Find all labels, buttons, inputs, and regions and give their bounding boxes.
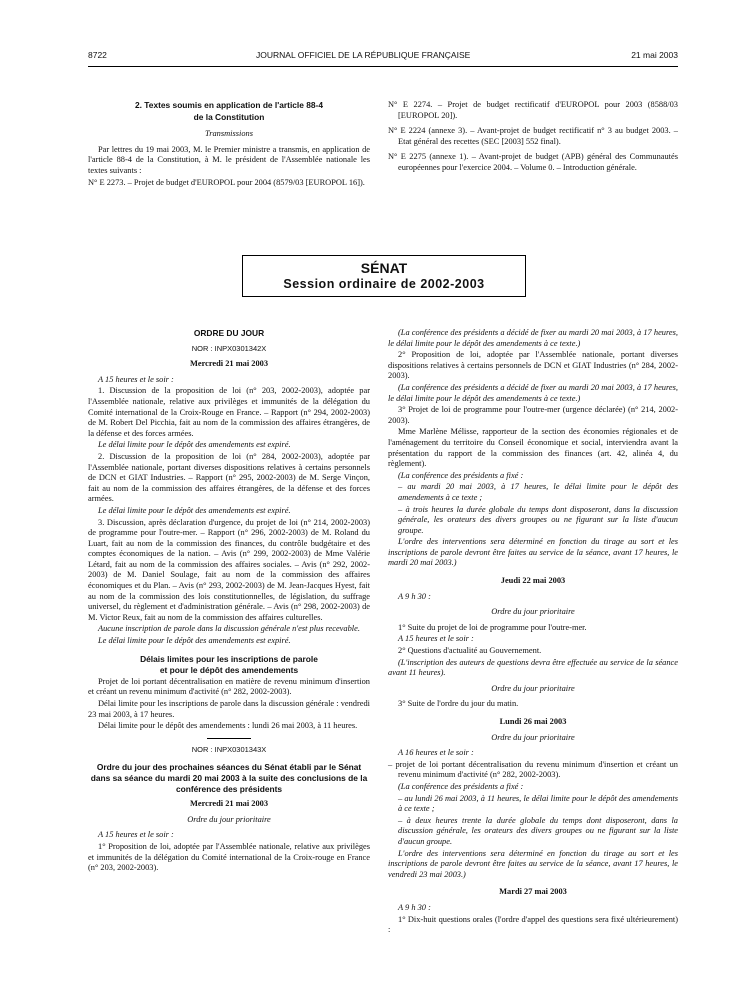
delais-heading-2: et pour le dépôt des amendements	[159, 665, 299, 676]
note: Aucune inscription de parole dans la discussion générale n'est plus recevable.	[98, 624, 360, 634]
ordre-du-jour-heading: ORDRE DU JOUR	[193, 328, 265, 338]
agenda-item: 1° Proposition de loi, adoptée par l'Assemblée nationale, relative aux privilèges et immunités de la délégation du Comité international de la Croix-rouge en France (n° 203, 2002-2003).	[88, 841, 370, 873]
transmissions-heading: Transmissions	[205, 129, 253, 139]
agenda-item: 3° Projet de loi de programme pour l'outre-mer (urgence déclarée) (n° 214, 2002-2003).	[388, 405, 678, 425]
time-label: A 9 h 30 :	[398, 591, 431, 601]
note: (L'inscription des auteurs de questions devra être effectuée au service de la séance avant 11 heures).	[388, 657, 678, 678]
delai-amendements: Délai limite pour le dépôt des amendements : lundi 26 mai 2003, à 11 heures.	[98, 721, 358, 731]
time-label: A 15 heures et le soir :	[398, 634, 474, 644]
prioritaire-label: Ordre du jour prioritaire	[491, 732, 575, 742]
journal-title: JOURNAL OFFICIEL DE LA RÉPUBLIQUE FRANÇAISE	[256, 50, 471, 60]
agenda-item: 1. Discussion de la proposition de loi (n° 203, 2002-2003), adoptée par l'Assemblée nationale, relative aux privilèges et immunités de la délégation du Comité international de la Croix-Rouge en France. – Rapport (n° 294, 2002-2003) de M. Robert Del Picchia, fait au nom de la commission des affaires étrangères, de la défense et des forces armées.	[88, 386, 370, 438]
agenda-item: – projet de loi portant décentralisation du revenu minimum d'insertion et créant un revenu minimum d'activité (n° 282, 2002-2003).	[388, 759, 678, 780]
text-item: N° E 2275 (annexe 1). – Avant-projet de budget (APB) général des Communautés européennes pour l'exercice 2004. – Volume 0. – Introduction générale.	[388, 152, 678, 172]
session-subtitle: Session ordinaire de 2002-2003	[283, 277, 485, 291]
section-heading-2: de la Constitution	[193, 111, 265, 122]
deadline-note: Le délai limite pour le dépôt des amendements est expiré.	[98, 505, 291, 515]
bullet-item: – au mardi 20 mai 2003, à 17 heures, le délai limite pour le dépôt des amendements à ce texte ;	[398, 482, 678, 502]
conference-note: (La conférence des présidents a fixé :	[398, 470, 524, 480]
right-column	[388, 328, 678, 937]
senat-title-box	[242, 255, 526, 297]
agenda-item: 1° Dix-huit questions orales (l'ordre d'appel des questions sera fixé ultérieurement) :	[388, 914, 678, 935]
text-item: N° E 2224 (annexe 3). – Avant-projet de budget rectificatif n° 3 au budget 2003. – Etat général des recettes (SEC [2003] 552 final).	[388, 126, 678, 146]
time-label: A 15 heures et le soir :	[98, 830, 174, 840]
bullet-item: – à deux heures trente la durée globale du temps dont disposeront, dans la discussion générale, les orateurs des divers groupes ou ne figurant sur la liste d'aucun groupe.	[398, 815, 678, 846]
nor-reference: NOR : INPX0301343X	[191, 744, 267, 754]
header-date: 21 mai 2003	[631, 50, 678, 60]
agenda-item: 1° Suite du projet de loi de programme pour l'outre-mer.	[398, 622, 587, 632]
top-right-column	[388, 100, 678, 175]
deadline-note: Le délai limite pour le dépôt des amendements est expiré.	[98, 440, 291, 450]
time-label: A 9 h 30 :	[398, 902, 431, 912]
day-heading: Jeudi 22 mai 2003	[500, 576, 566, 586]
senat-title: SÉNAT	[360, 260, 408, 276]
rapporteur-paragraph: Mme Marlène Mélisse, rapporteur de la section des économies régionales et de l'aménagement du territoire du Conseil économique et social, interviendra avant la présentation du rapport de la commission des finances (art. 42, alinéa 4, du règlement).	[388, 427, 678, 469]
agenda-item: 3. Discussion, après déclaration d'urgence, du projet de loi (n° 214, 2002-2003) de programme pour l'outre-mer. – Rapport (n° 296, 2002-2003) de M. Roland du Luart, fait au nom de la commission des finances, du contrôle budgétaire et des comptes économiques de la nation. – Avis (n° 299, 2002-2003) de Mme Valérie Létard, fait au nom de la commission des affaires sociales. – Avis (n° 292, 2002-2003) de M. Daniel Soulage, fait au nom de la commission des affaires économiques et du Plan. – Avis (n° 293, 2002-2003) de M. Jean-Jacques Hyest, fait au nom de la commission des lois constitutionnelles, de législation, du suffrage universel, du règlement et d'administration générale. – Avis (n° 298, 2002-2003) de M. Victor Reux, fait au nom de la commission des affaires culturelles.	[88, 517, 370, 622]
day-heading: Mercredi 21 mai 2003	[189, 359, 269, 369]
conference-note: L'ordre des interventions sera déterminé en fonction du tirage au sort et les inscriptions de parole devront être faites au service de la séance, avant 17 heures, le vendredi 23 mai 2003.)	[388, 848, 678, 879]
prioritaire-label: Ordre du jour prioritaire	[187, 814, 271, 824]
time-label: A 16 heures et le soir :	[398, 748, 474, 758]
agenda-item: 2. Discussion de la proposition de loi (n° 284, 2002-2003), adoptée par l'Assemblée nationale, portant diverses dispositions relatives à certains personnels de DCN et GIAT Industries. – Rapport (n° 295, 2002-2003) de M. Serge Vinçon, fait au nom de la commission des affaires étrangères, de la défense et des forces armées.	[88, 451, 370, 504]
agenda-item: 2° Proposition de loi, adoptée par l'Assemblée nationale, portant diverses dispositions relatives à certains personnels de DCN et GIAT Industries (n° 284, 2002-2003).	[388, 350, 678, 381]
page-number: 8722	[88, 50, 107, 60]
text-item: N° E 2273. – Projet de budget d'EUROPOL pour 2004 (8579/03 [EUROPOL 16]).	[88, 177, 365, 187]
conference-note: (La conférence des présidents a décidé de fixer au mardi 20 mai 2003, à 17 heures, le délai limite pour le dépôt des amendements à ce texte.)	[388, 328, 678, 348]
delais-heading: Délais limites pour les inscriptions de parole	[140, 653, 318, 664]
day-heading: Mercredi 21 mai 2003	[189, 799, 269, 809]
delai-parole: Délai limite pour les inscriptions de parole dans la discussion générale : vendredi 23 mai 2003, à 17 heures.	[88, 699, 370, 719]
top-left-column	[88, 100, 370, 189]
projet-paragraph: Projet de loi portant décentralisation en matière de revenu minimum d'insertion et créant un revenu minimum d'activité (n° 282, 2002-2003).	[88, 676, 370, 697]
left-column	[88, 328, 370, 875]
prioritaire-label: Ordre du jour prioritaire	[491, 607, 575, 617]
ordre-prochaines-seances-heading: Ordre du jour des prochaines séances du Sénat établi par le Sénat dans sa séance du mardi 20 mai 2003 à la suite des conclusions de la conférence des présidents	[90, 762, 368, 794]
separator-rule	[207, 738, 251, 739]
conference-note: (La conférence des présidents a fixé :	[398, 781, 524, 791]
time-label: A 15 heures et le soir :	[98, 374, 174, 384]
header-rule	[88, 66, 678, 67]
section-heading: 2. Textes soumis en application de l'article 88-4	[134, 100, 323, 110]
agenda-item: 3° Suite de l'ordre du jour du matin.	[398, 699, 519, 709]
nor-reference: NOR : INPX0301342X	[191, 343, 267, 353]
conference-note: (La conférence des présidents a décidé de fixer au mardi 20 mai 2003, à 17 heures, le délai limite pour le dépôt des amendements à ce texte.)	[388, 382, 678, 403]
day-heading: Mardi 27 mai 2003	[499, 887, 567, 897]
day-heading: Lundi 26 mai 2003	[499, 717, 567, 726]
prioritaire-label: Ordre du jour prioritaire	[491, 683, 575, 693]
agenda-item: 2° Questions d'actualité au Gouvernement.	[398, 646, 542, 656]
deadline-note: Le délai limite pour le dépôt des amendements est expiré.	[98, 636, 291, 646]
running-header	[88, 50, 678, 62]
conference-note: L'ordre des interventions sera déterminé en fonction du tirage au sort et les inscriptions de parole devront être faites au service de la séance, avant 17 heures, le mardi 20 mai 2003.)	[388, 537, 678, 568]
bullet-item: – au lundi 26 mai 2003, à 11 heures, le délai limite pour le dépôt des amendements à ce texte ;	[398, 793, 678, 814]
text-item: N° E 2274. – Projet de budget rectificatif d'EUROPOL pour 2003 (8588/03 [EUROPOL 20]).	[388, 100, 678, 120]
intro-paragraph: Par lettres du 19 mai 2003, M. le Premier ministre a transmis, en application de l'article 88-4 de la Constitution, à M. le président de l'Assemblée nationale les textes suivants :	[88, 144, 370, 175]
bullet-item: – à trois heures la durée globale du temps dont disposeront, dans la discussion générale, les orateurs des divers groupes ou ne figurant sur la liste d'aucun groupe.	[398, 504, 678, 535]
